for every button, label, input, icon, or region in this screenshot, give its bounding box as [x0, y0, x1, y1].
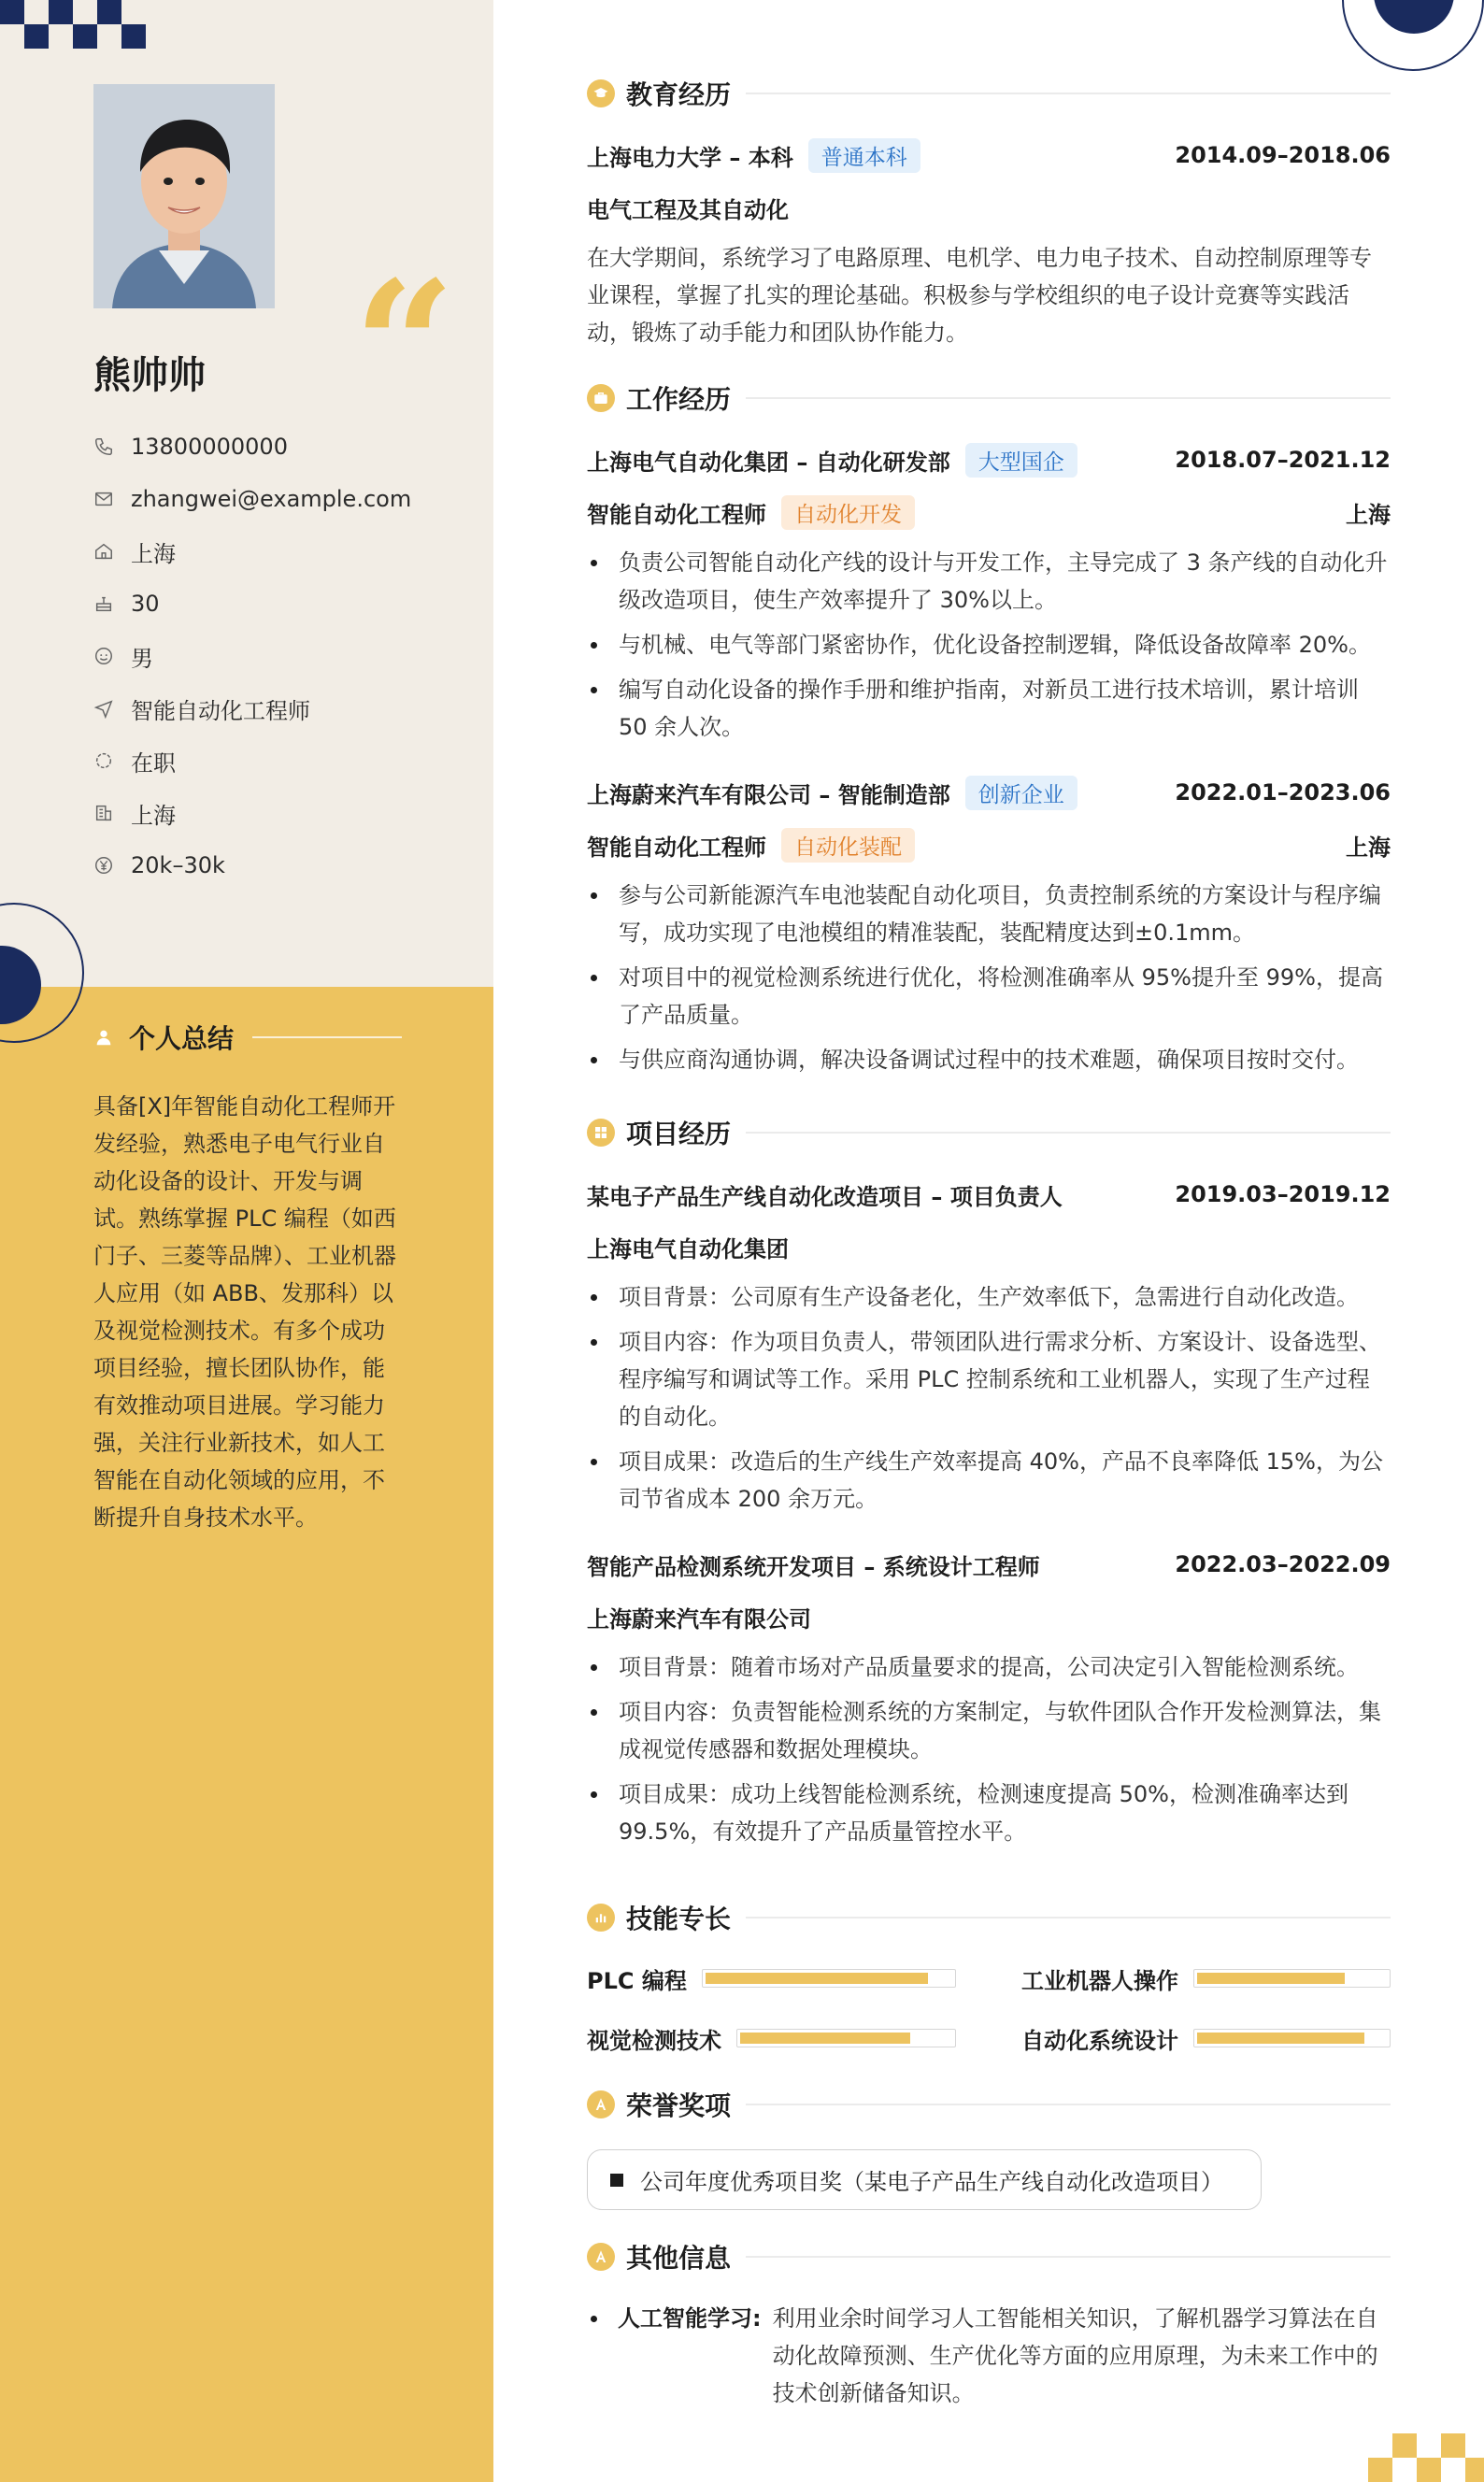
projects-title: 项目经历: [626, 1119, 732, 1149]
projects-section-header: [587, 1110, 1391, 1155]
other-item: [587, 2300, 1391, 2412]
contact-salary: [93, 839, 486, 892]
award-item: [587, 2149, 1262, 2210]
skill-label: PLC 编程: [587, 1967, 687, 1994]
briefcase-icon: [587, 384, 615, 412]
contact-phone: [93, 421, 486, 473]
work-company-tag: 创新企业: [965, 776, 1077, 810]
bar-chart-icon: [587, 1904, 615, 1932]
work-bullet: 编写自动化设备的操作手册和维护指南，对新员工进行技术培训，累计培训 50 余人次。: [587, 671, 1391, 746]
main-content: [587, 71, 1391, 2412]
contact-gender-text: 男: [131, 645, 153, 672]
project-bullet: 项目成果：成功上线智能检测系统，检测速度提高 50%，检测准确率达到 99.5%，有效提升了产品质量管控水平。: [587, 1776, 1391, 1850]
skill-bar: [702, 1969, 956, 1988]
skills-grid: [587, 1959, 1391, 2058]
work-role-row: [587, 819, 1391, 871]
awards-title: 荣誉奖项: [626, 2090, 732, 2121]
education-major-row: [587, 181, 1391, 234]
work-bullet: 对项目中的视觉检测系统进行优化，将检测准确率从 95%提升至 99%，提高了产品质量。: [587, 959, 1391, 1034]
work-city: 上海: [1346, 501, 1391, 528]
work-item: [587, 766, 1391, 1078]
project-org: 上海电气自动化集团: [587, 1235, 789, 1262]
contact-email: [93, 473, 486, 525]
work-city: 上海: [1346, 834, 1391, 861]
project-org: 上海蔚来汽车有限公司: [587, 1605, 811, 1633]
education-divider: [746, 93, 1391, 94]
work-title: 工作经历: [626, 384, 732, 415]
work-bullet: 与机械、电气等部门紧密协作，优化设备控制逻辑，降低设备故障率 20%。: [587, 626, 1391, 663]
checker-pattern-bottom-right: [1368, 2433, 1484, 2482]
skill-bar: [736, 2029, 956, 2047]
work-role-tag: 自动化开发: [781, 495, 915, 530]
summary-title: 个人总结: [129, 1023, 235, 1054]
skills-section-header: [587, 1895, 1391, 1940]
project-bullet: 项目背景：随着市场对产品质量要求的提高，公司决定引入智能检测系统。: [587, 1648, 1391, 1686]
contact-email-text: zhangwei@example.com: [131, 486, 412, 512]
project-bullet: 项目背景：公司原有生产设备老化，生产效率低下，急需进行自动化改造。: [587, 1278, 1391, 1316]
project-bullet: 项目内容：负责智能检测系统的方案制定，与软件团队合作开发检测算法，集成视觉传感器和数据处理模块。: [587, 1693, 1391, 1768]
status-icon: [93, 750, 114, 771]
skill-item: [587, 1959, 956, 1998]
contact-gender: [93, 630, 486, 682]
bullet-dot-icon: [591, 2316, 597, 2322]
project-name-row: [587, 1538, 1391, 1590]
skill-fill: [1197, 1973, 1345, 1984]
project-bullets: [587, 1648, 1391, 1850]
face-icon: [93, 646, 114, 666]
skill-label: 自动化系统设计: [1021, 2027, 1178, 2054]
checker-pattern-top-left: [0, 0, 142, 49]
profile-photo: [93, 84, 275, 308]
avatar-illustration: [93, 84, 275, 308]
send-icon: [93, 698, 114, 719]
contact-target-city: [93, 787, 486, 839]
skills-title: 技能专长: [626, 1904, 732, 1934]
work-bullets: [587, 877, 1391, 1078]
work-bullet: 参与公司新能源汽车电池装配自动化项目，负责控制系统的方案设计与程序编写，成功实现了电池模组的精准装配，装配精度达到±0.1mm。: [587, 877, 1391, 951]
contact-status: [93, 735, 486, 787]
education-description: 在大学期间，系统学习了电路原理、电机学、电力电子技术、自动控制原理等专业课程，掌握了扎实的理论基础。积极参与学校组织的电子设计竞赛等实践活动，锻炼了动手能力和团队协作能力。: [587, 245, 1372, 346]
award-text: 公司年度优秀项目奖（某电子产品生产线自动化改造项目）: [640, 2169, 1223, 2195]
skill-label: 工业机器人操作: [1021, 1967, 1178, 1994]
project-name: 智能产品检测系统开发项目 – 系统设计工程师: [587, 1553, 1040, 1580]
project-bullet: 项目内容：作为项目负责人，带领团队进行需求分析、方案设计、设备选型、程序编写和调试等工作。采用 PLC 控制系统和工业机器人，实现了生产过程的自动化。: [587, 1323, 1391, 1435]
work-date: 2022.01–2023.06: [1175, 779, 1391, 806]
other-divider: [746, 2256, 1391, 2258]
mail-icon: [93, 489, 114, 509]
work-role: 智能自动化工程师: [587, 834, 766, 861]
summary-divider: [252, 1036, 402, 1038]
summary-text: 具备[X]年智能自动化工程师开发经验，熟悉电子电气行业自动化设备的设计、开发与调试。熟练掌握 PLC 编程（如西门子、三菱等品牌）、工业机器人应用（如 ABB、发那科）以及视觉检测技术。有多个成功项目经验，擅长团队协作，能有效推动项目进展。学习能力强，关注行业新技术，如人工智能在自动化领域的应用，不断提升自身技术水平。: [93, 1093, 396, 1531]
cake-icon: [93, 593, 114, 614]
work-section-header: [587, 376, 1391, 421]
work-company-row: [587, 766, 1391, 819]
education-section-header: [587, 71, 1391, 116]
education-tag: 普通本科: [808, 138, 920, 173]
project-name-row: [587, 1168, 1391, 1220]
education-school: 上海电力大学 – 本科: [587, 144, 793, 171]
skill-bar: [1193, 2029, 1391, 2047]
project-item: [587, 1168, 1391, 1518]
skill-item: [1021, 2018, 1391, 2058]
yen-icon: [93, 855, 114, 876]
graduation-cap-icon: [587, 79, 615, 107]
contact-position: [93, 682, 486, 735]
project-name: 某电子产品生产线自动化改造项目 – 项目负责人: [587, 1183, 1063, 1210]
project-item: [587, 1538, 1391, 1850]
contact-salary-text: 20k–30k: [131, 852, 225, 878]
project-date: 2022.03–2022.09: [1175, 1551, 1391, 1577]
education-major: 电气工程及其自动化: [587, 196, 789, 223]
awards-section-header: [587, 2082, 1391, 2127]
education-row: [587, 129, 1391, 181]
work-divider: [746, 397, 1391, 399]
contact-info-list: [93, 421, 486, 892]
award-icon: [587, 2090, 615, 2118]
skill-item: [587, 2018, 956, 2058]
candidate-name: 熊帅帅: [93, 354, 206, 397]
contact-status-text: 在职: [131, 749, 176, 777]
education-date: 2014.09–2018.06: [1175, 142, 1391, 168]
home-icon: [93, 541, 114, 562]
contact-age-text: 30: [131, 591, 160, 617]
skill-fill: [706, 1973, 928, 1984]
project-date: 2019.03–2019.12: [1175, 1181, 1391, 1207]
contact-age: [93, 578, 486, 630]
skill-item: [1021, 1959, 1391, 1998]
skill-label: 视觉检测技术: [587, 2027, 721, 2054]
work-bullet: 负责公司智能自动化产线的设计与开发工作，主导完成了 3 条产线的自动化升级改造项目，使生产效率提升了 30%以上。: [587, 544, 1391, 619]
project-org-row: [587, 1590, 1391, 1643]
other-title: 其他信息: [626, 2243, 732, 2274]
work-company: 上海蔚来汽车有限公司 – 智能制造部: [587, 781, 950, 808]
work-bullet: 与供应商沟通协调，解决设备调试过程中的技术难题，确保项目按时交付。: [587, 1041, 1391, 1078]
contact-position-text: 智能自动化工程师: [131, 697, 310, 724]
grid-icon: [587, 1119, 615, 1147]
building-icon: [93, 803, 114, 823]
other-section-header: [587, 2234, 1391, 2279]
contact-phone-text: 13800000000: [131, 434, 288, 460]
skill-bar: [1193, 1969, 1391, 1988]
skill-fill: [1197, 2033, 1364, 2044]
contact-target-city-text: 上海: [131, 802, 176, 829]
awards-divider: [746, 2104, 1391, 2105]
work-company: 上海电气自动化集团 – 自动化研发部: [587, 449, 950, 476]
work-date: 2018.07–2021.12: [1175, 447, 1391, 473]
info-icon: [587, 2243, 615, 2271]
project-bullets: [587, 1278, 1391, 1518]
square-bullet-icon: [610, 2174, 623, 2187]
other-label: 人工智能学习:: [618, 2305, 762, 2332]
work-role: 智能自动化工程师: [587, 501, 766, 528]
work-bullets: [587, 544, 1391, 746]
skill-fill: [740, 2033, 910, 2044]
project-org-row: [587, 1220, 1391, 1273]
work-item: [587, 434, 1391, 746]
work-company-tag: 大型国企: [965, 443, 1077, 478]
quote-mark-decoration: “: [353, 242, 456, 450]
work-role-row: [587, 486, 1391, 538]
project-bullet: 项目成果：改造后的生产线生产效率提高 40%，产品不良率降低 15%，为公司节省成本 200 余万元。: [587, 1443, 1391, 1518]
phone-icon: [93, 436, 114, 457]
person-icon: [93, 1027, 114, 1048]
work-role-tag: 自动化装配: [781, 828, 915, 863]
work-company-row: [587, 434, 1391, 486]
skills-divider: [746, 1917, 1391, 1919]
summary-section-header: [93, 1019, 402, 1056]
other-text: 利用业余时间学习人工智能相关知识，了解机器学习算法在自动化故障预测、生产优化等方面的应用原理，为未来工作中的技术创新储备知识。: [772, 2305, 1378, 2406]
contact-location: [93, 525, 486, 578]
projects-divider: [746, 1132, 1391, 1134]
contact-location-text: 上海: [131, 540, 176, 567]
education-title: 教育经历: [626, 79, 732, 110]
